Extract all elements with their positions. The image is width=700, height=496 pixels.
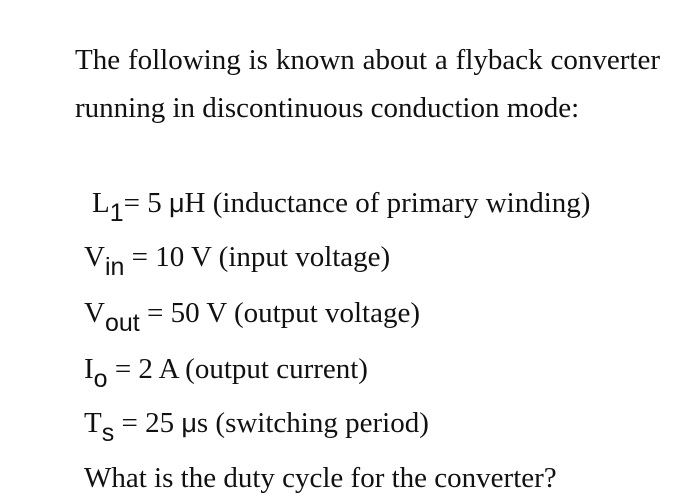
vout-subscript: out xyxy=(104,309,140,337)
ts-equals: = 25 xyxy=(114,407,182,439)
io-rest: = 2 A (output current) xyxy=(107,353,368,385)
l1-symbol: L xyxy=(92,187,110,219)
ts-micro: μ xyxy=(181,408,197,438)
vin-subscript: in xyxy=(104,253,125,281)
vout-symbol: V xyxy=(84,297,105,329)
l1-micro: μ xyxy=(168,188,185,218)
vin-rest: = 10 V (input voltage) xyxy=(124,241,391,273)
ts-symbol: T xyxy=(84,407,102,439)
given-l1 xyxy=(92,186,591,227)
given-io xyxy=(84,352,368,393)
vin-symbol: V xyxy=(84,241,105,273)
intro-paragraph: The following is known about a flyback converter running in discontinuous conduction mode: xyxy=(75,44,660,124)
ts-rest: s (switching period) xyxy=(196,407,429,439)
io-symbol: I xyxy=(84,353,94,385)
question-text: What is the duty cycle for the converter? xyxy=(84,462,557,494)
ts-subscript: s xyxy=(101,419,115,447)
l1-subscript: 1 xyxy=(109,199,124,227)
given-ts xyxy=(84,406,429,447)
io-subscript: o xyxy=(93,365,108,393)
vout-rest: = 50 V (output voltage) xyxy=(139,297,421,329)
l1-equals: = 5 xyxy=(123,187,169,219)
given-vout xyxy=(84,296,421,337)
given-vin xyxy=(84,240,391,281)
l1-rest: H (inductance of primary winding) xyxy=(184,187,591,219)
